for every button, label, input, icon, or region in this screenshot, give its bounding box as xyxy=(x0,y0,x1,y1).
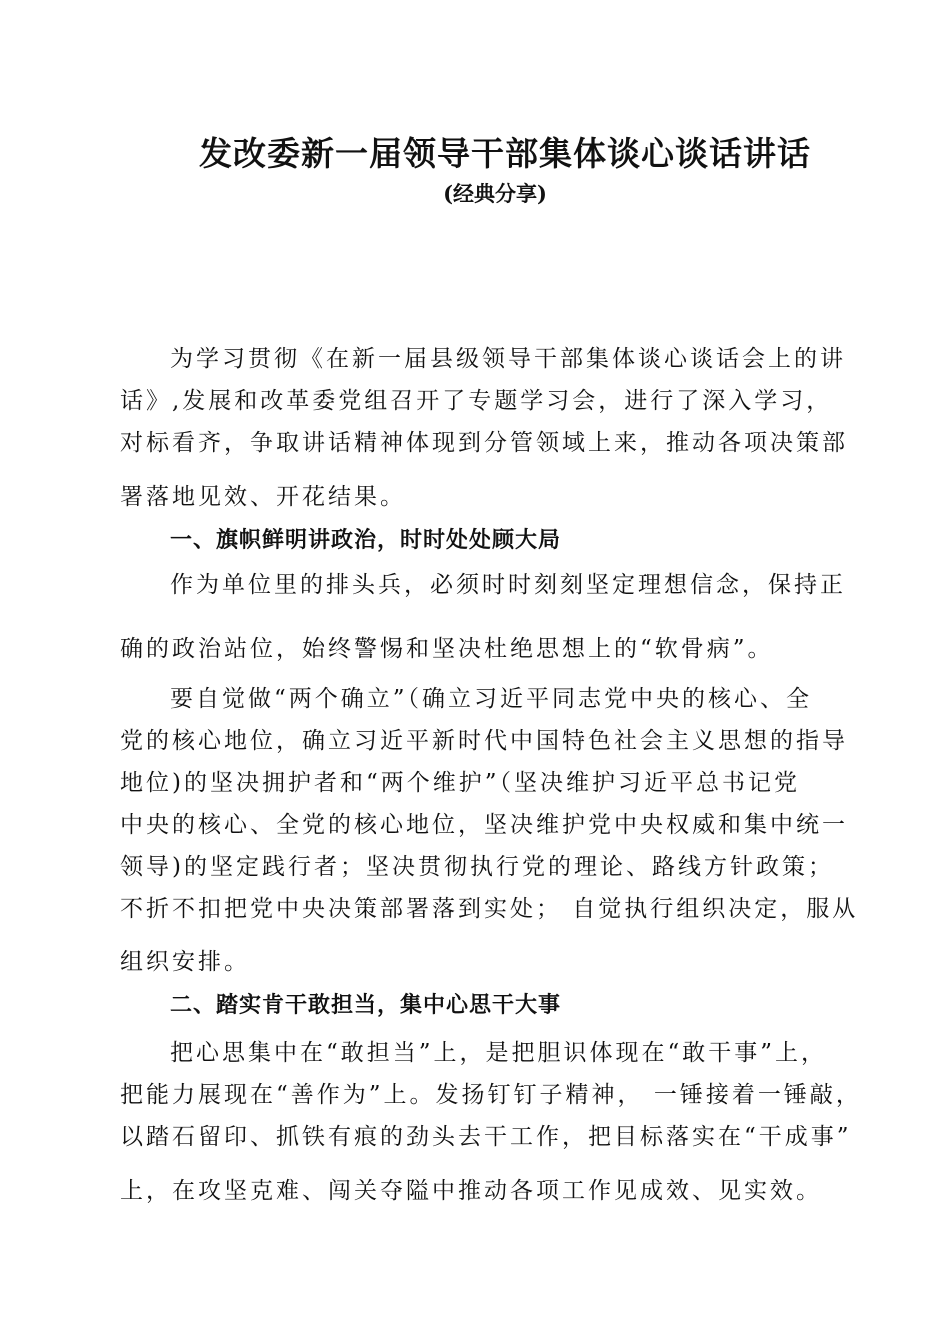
section-1-heading: 一、旗帜鲜明讲政治，时时处处顾大局 xyxy=(170,528,562,553)
section-1-para2-line-2: 党的核心地位，确立习近平新时代中国特色社会主义思想的指导 xyxy=(120,728,848,754)
section-1-para2-line-5: 领导)的坚定践行者；坚决贯彻执行党的理论、路线方针政策； xyxy=(120,854,834,880)
section-1-para2-line-3: 地位)的坚决拥护者和“两个维护”（坚决维护习近平总书记党 xyxy=(120,770,800,796)
section-1-para2-line-6: 不折不扣把党中央决策部署落到实处； 自觉执行组织决定，服从 xyxy=(120,896,859,922)
section-2-para1-line-4: 上，在攻坚克难、闯关夺隘中推动各项工作见成效、见实效。 xyxy=(120,1178,822,1204)
section-2-para1-line-2: 把能力展现在“善作为”上。发扬钉钉子精神， 一锤接着一锤敲， xyxy=(120,1082,862,1108)
intro-line-4: 署落地见效、开花结果。 xyxy=(120,484,406,510)
document-subtitle: (经典分享) xyxy=(443,181,547,206)
section-2-para1-line-3: 以踏石留印、抓铁有痕的劲头去干工作，把目标落实在“干成事” xyxy=(120,1124,852,1150)
intro-line-3: 对标看齐，争取讲话精神体现到分管领域上来，推动各项决策部 xyxy=(120,430,848,456)
document-title: 发改委新一届领导干部集体谈心谈话讲话 xyxy=(199,134,811,173)
section-2-heading: 二、踏实肯干敢担当，集中心思干大事 xyxy=(170,993,562,1018)
section-1-para1-line-2: 确的政治站位，始终警惕和坚决杜绝思想上的“软骨病”。 xyxy=(120,636,774,662)
intro-line-2: 话》,发展和改革委党组召开了专题学习会，进行了深入学习， xyxy=(120,388,833,414)
section-1-para2-line-4: 中央的核心、全党的核心地位，坚决维护党中央权威和集中统一 xyxy=(120,812,848,838)
section-2-para1-line-1: 把心思集中在“敢担当”上，是把胆识体现在“敢干事”上， xyxy=(170,1040,828,1066)
section-1-para2-line-7: 组织安排。 xyxy=(120,949,250,975)
section-1-para1-line-1: 作为单位里的排头兵，必须时时刻刻坚定理想信念，保持正 xyxy=(170,572,846,598)
intro-line-1: 为学习贯彻《在新一届县级领导干部集体谈心谈话会上的讲 xyxy=(170,346,846,372)
section-1-para2-line-1: 要自觉做“两个确立”（确立习近平同志党中央的核心、全 xyxy=(170,686,813,712)
